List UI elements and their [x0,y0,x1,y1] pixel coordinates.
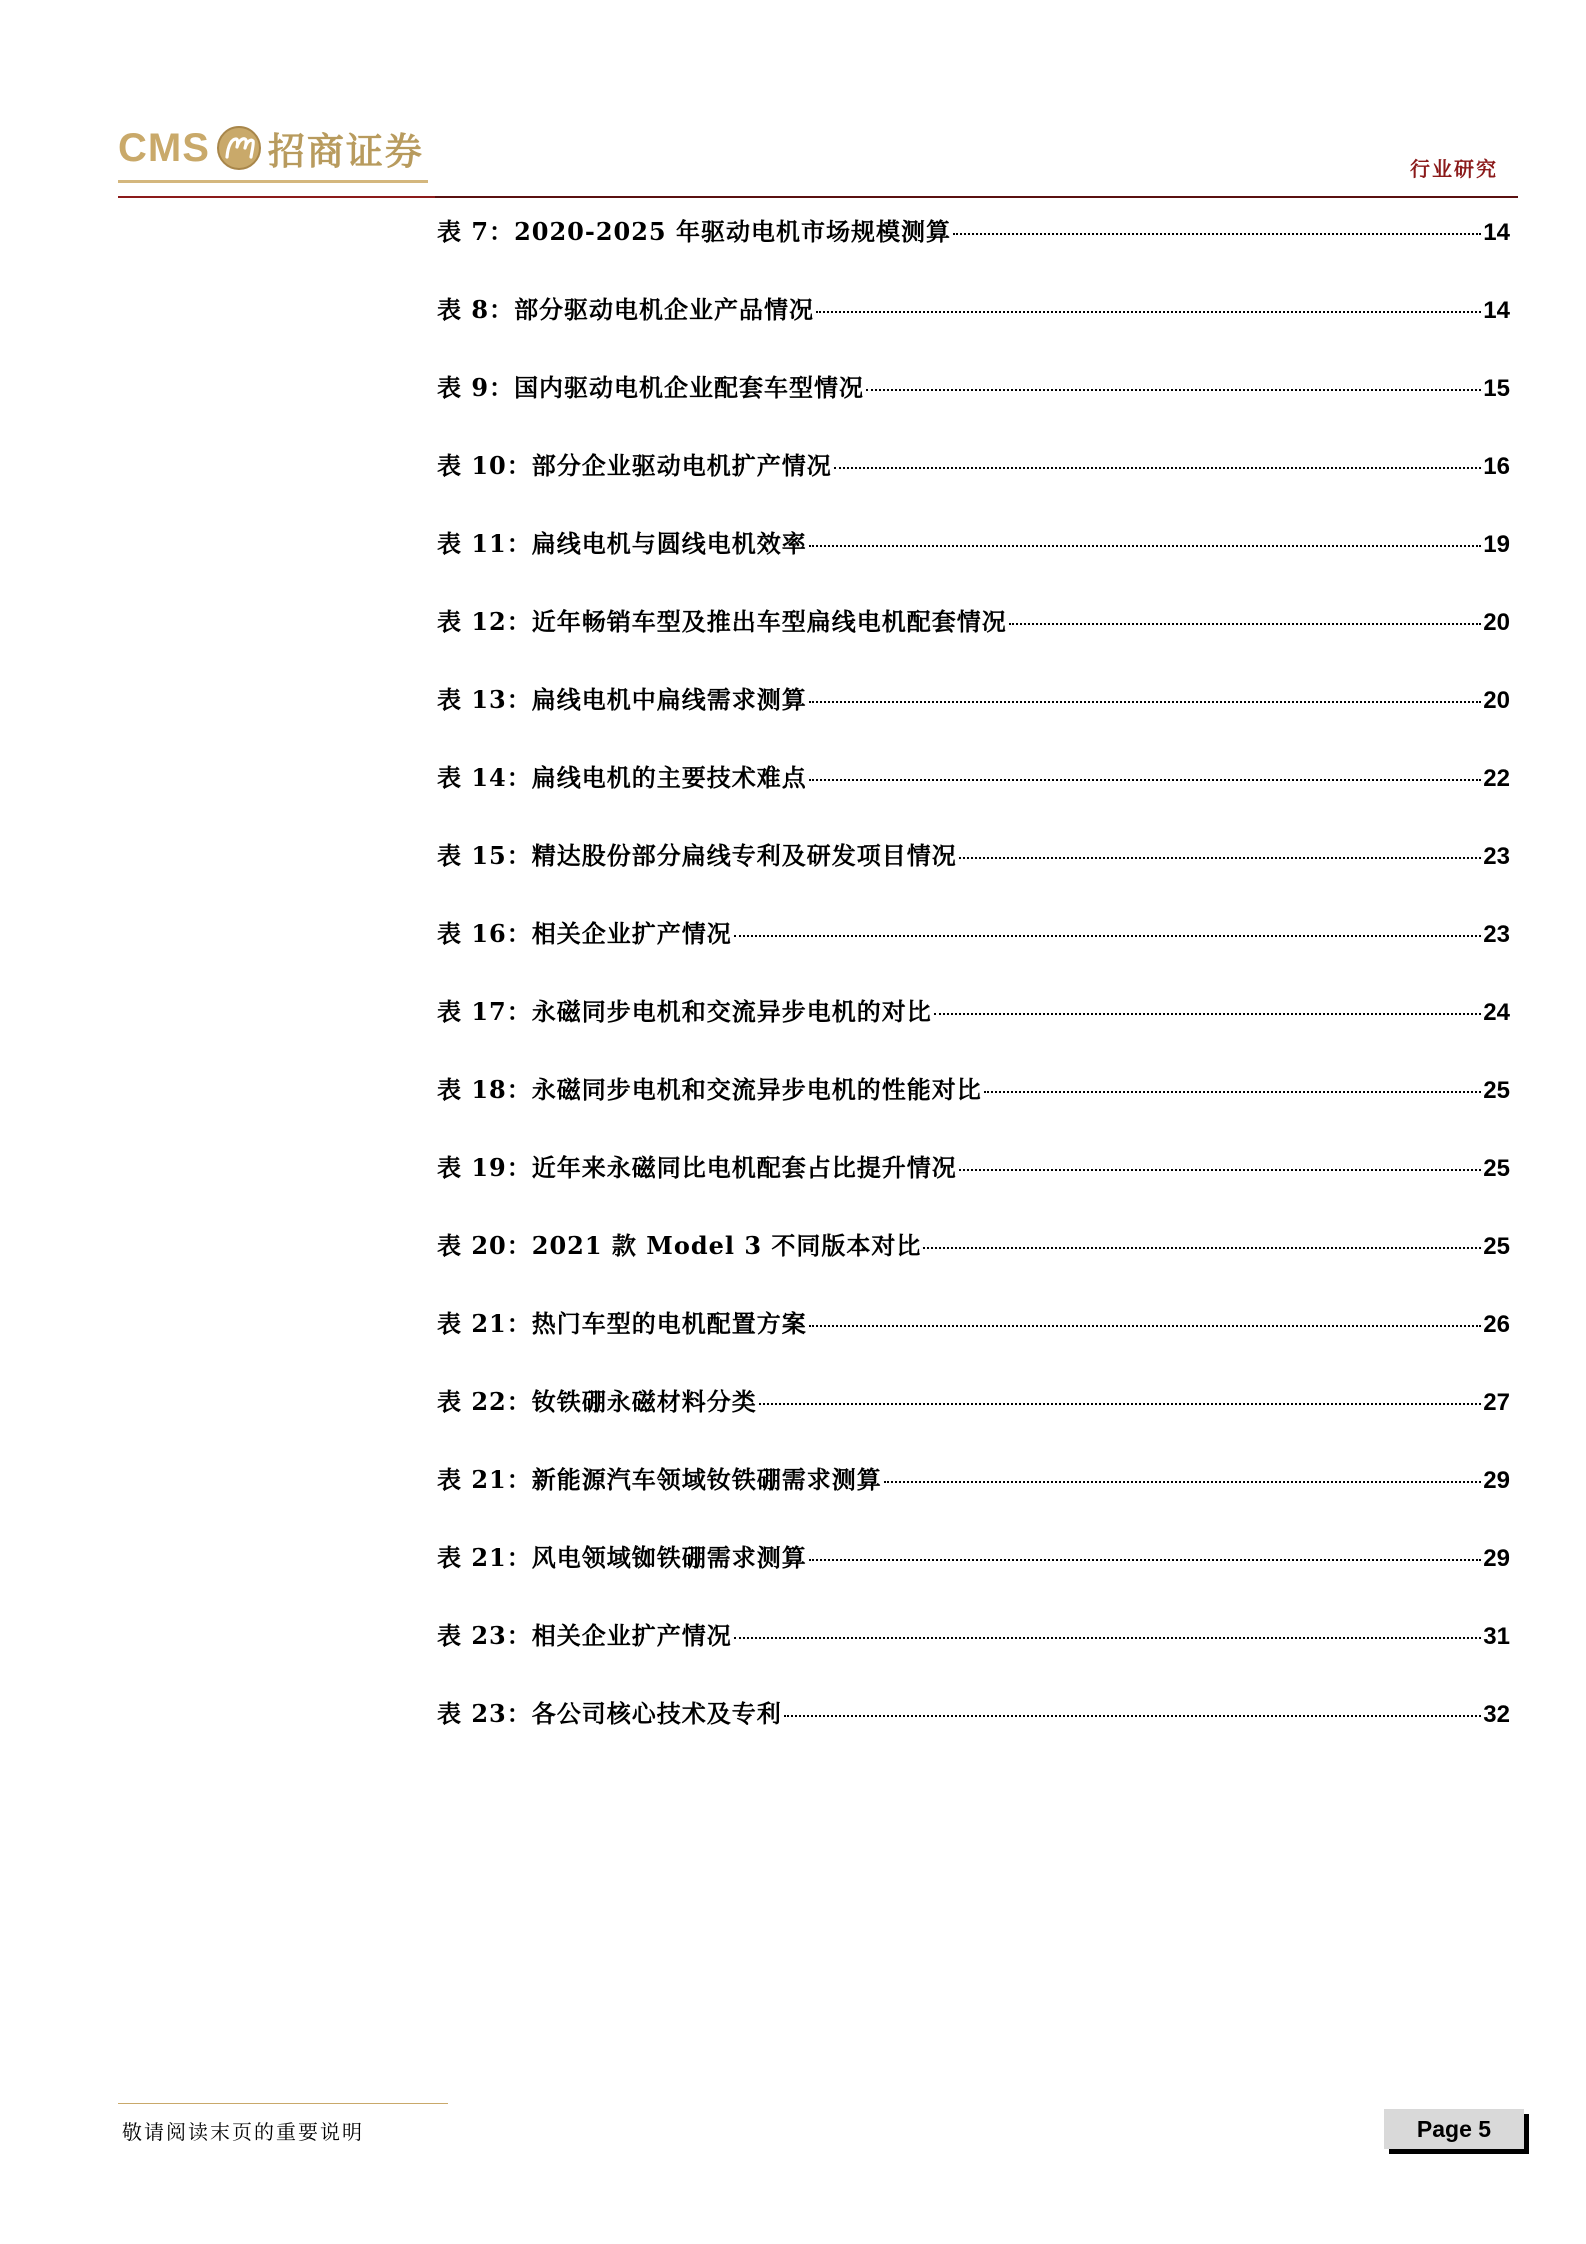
toc-entry-prefix: 表 23： [437,1621,532,1650]
toc-dot-leader [759,1403,1482,1405]
toc-dot-leader [953,233,1481,235]
toc-dot-leader [984,1091,1482,1093]
toc-entry-title: 扁线电机的主要技术难点 [531,763,807,792]
toc-entry-page-number: 24 [1483,999,1510,1026]
toc-entry-label [437,439,832,493]
toc-entry-label [437,907,732,961]
toc-entry[interactable] [437,205,1510,283]
toc-entry[interactable] [437,361,1510,439]
logo-emblem-icon [216,125,262,171]
toc-dot-leader [809,545,1482,547]
toc-entry-prefix: 表 23： [437,1699,532,1728]
toc-entry-title: 近年畅销车型及推出车型扁线电机配套情况 [531,607,1007,636]
toc-entry[interactable] [437,1453,1510,1531]
toc-dot-leader [734,935,1482,937]
toc-entry-page-number: 25 [1483,1077,1510,1104]
toc-entry[interactable] [437,1375,1510,1453]
toc-entry-title: 2021 款 Model 3 不同版本对比 [531,1231,922,1260]
toc-entry-title: 扁线电机与圆线电机效率 [531,529,807,558]
toc-entry-title: 风电领域铷铁硼需求测算 [531,1543,807,1572]
toc-entry-label [437,1687,782,1741]
page-number-badge: Page 5 [1384,2109,1524,2149]
toc-dot-leader [923,1247,1481,1249]
toc-entry[interactable] [437,1219,1510,1297]
toc-entry[interactable] [437,673,1510,751]
toc-entry-page-number: 20 [1483,609,1510,636]
toc-entry-prefix: 表 9： [437,373,515,402]
table-of-contents [437,205,1510,1765]
toc-entry-title: 相关企业扩产情况 [531,919,732,948]
toc-entry-label [437,673,807,727]
toc-entry-prefix: 表 18： [437,1075,532,1104]
toc-dot-leader [809,1325,1482,1327]
toc-entry-title: 钕铁硼永磁材料分类 [531,1387,757,1416]
toc-entry-title: 国内驱动电机企业配套车型情况 [514,373,865,402]
toc-entry-prefix: 表 22： [437,1387,532,1416]
toc-entry-page-number: 26 [1483,1311,1510,1338]
toc-dot-leader [809,701,1482,703]
toc-entry-prefix: 表 21： [437,1543,532,1572]
toc-dot-leader [784,1715,1482,1717]
toc-entry-label [437,985,932,1039]
toc-entry-label [437,829,957,883]
toc-dot-leader [816,311,1481,313]
toc-entry-prefix: 表 17： [437,997,532,1026]
toc-entry[interactable] [437,1531,1510,1609]
toc-entry-prefix: 表 13： [437,685,532,714]
footer-divider [118,2103,448,2104]
toc-entry-title: 永磁同步电机和交流异步电机的对比 [531,997,932,1026]
toc-dot-leader [866,389,1481,391]
toc-entry-title: 新能源汽车领域钕铁硼需求测算 [531,1465,882,1494]
toc-entry[interactable] [437,1297,1510,1375]
toc-entry[interactable] [437,751,1510,829]
toc-entry-page-number: 32 [1483,1701,1510,1728]
toc-entry-title: 部分驱动电机企业产品情况 [514,295,815,324]
header-divider-accent [435,196,1518,198]
footer-disclaimer-note: 敬请阅读末页的重要说明 [122,2120,364,2144]
toc-entry-page-number: 31 [1483,1623,1510,1650]
toc-entry[interactable] [437,985,1510,1063]
toc-entry-title: 各公司核心技术及专利 [531,1699,782,1728]
toc-dot-leader [734,1637,1482,1639]
toc-entry-prefix: 表 14： [437,763,532,792]
toc-entry-prefix: 表 10： [437,451,532,480]
toc-entry-page-number: 20 [1483,687,1510,714]
toc-entry-prefix: 表 12： [437,607,532,636]
logo-underline [118,180,428,183]
logo-chinese-text: 招商证券 [267,130,424,173]
toc-entry-label [437,1297,807,1351]
toc-entry-label [437,1141,957,1195]
toc-entry-page-number: 14 [1483,297,1510,324]
toc-entry-page-number: 29 [1483,1467,1510,1494]
page-header [0,0,1586,200]
company-logo [118,118,424,178]
toc-entry-label [437,1219,921,1273]
toc-entry-prefix: 表 16： [437,919,532,948]
toc-entry[interactable] [437,1687,1510,1765]
toc-entry[interactable] [437,1063,1510,1141]
toc-entry-title: 2020-2025 年驱动电机市场规模测算 [514,217,951,246]
toc-dot-leader [834,467,1482,469]
toc-entry-title: 相关企业扩产情况 [531,1621,732,1650]
toc-entry[interactable] [437,1609,1510,1687]
toc-entry-label [437,1531,807,1585]
toc-entry-page-number: 16 [1483,453,1510,480]
toc-entry-page-number: 22 [1483,765,1510,792]
toc-entry-page-number: 25 [1483,1155,1510,1182]
toc-entry[interactable] [437,907,1510,985]
toc-entry[interactable] [437,829,1510,907]
toc-dot-leader [884,1481,1482,1483]
toc-entry-prefix: 表 19： [437,1153,532,1182]
toc-entry-label [437,361,864,415]
report-type-label: 行业研究 [1410,157,1498,181]
toc-entry-label [437,595,1007,649]
toc-dot-leader [959,857,1482,859]
toc-entry[interactable] [437,439,1510,517]
toc-entry-page-number: 23 [1483,921,1510,948]
toc-entry-prefix: 表 21： [437,1309,532,1338]
logo-latin-text: CMS [118,125,210,170]
toc-entry-label [437,751,807,805]
toc-entry-prefix: 表 7： [437,217,515,246]
toc-entry-label [437,517,807,571]
toc-entry-prefix: 表 15： [437,841,532,870]
toc-entry-label [437,1063,982,1117]
toc-entry-page-number: 14 [1483,219,1510,246]
toc-entry[interactable] [437,1141,1510,1219]
toc-dot-leader [934,1013,1482,1015]
toc-entry[interactable] [437,283,1510,361]
toc-entry-title: 扁线电机中扁线需求测算 [531,685,807,714]
toc-entry[interactable] [437,595,1510,673]
toc-dot-leader [809,1559,1482,1561]
toc-entry-page-number: 27 [1483,1389,1510,1416]
toc-entry-title: 热门车型的电机配置方案 [531,1309,807,1338]
toc-entry-title: 部分企业驱动电机扩产情况 [531,451,832,480]
toc-entry-page-number: 15 [1483,375,1510,402]
toc-entry-title: 永磁同步电机和交流异步电机的性能对比 [531,1075,982,1104]
toc-entry-page-number: 19 [1483,531,1510,558]
toc-entry[interactable] [437,517,1510,595]
toc-entry-page-number: 25 [1483,1233,1510,1260]
toc-entry-prefix: 表 20： [437,1231,532,1260]
toc-entry-page-number: 29 [1483,1545,1510,1572]
toc-entry-title: 近年来永磁同比电机配套占比提升情况 [531,1153,957,1182]
toc-entry-page-number: 23 [1483,843,1510,870]
toc-entry-label [437,205,951,259]
toc-entry-label [437,1375,757,1429]
toc-entry-prefix: 表 21： [437,1465,532,1494]
toc-entry-label [437,1609,732,1663]
toc-dot-leader [809,779,1482,781]
toc-dot-leader [959,1169,1482,1171]
toc-entry-label [437,283,814,337]
toc-dot-leader [1009,623,1482,625]
toc-entry-label [437,1453,882,1507]
toc-entry-title: 精达股份部分扁线专利及研发项目情况 [531,841,957,870]
toc-entry-prefix: 表 11： [437,529,532,558]
toc-entry-prefix: 表 8： [437,295,515,324]
